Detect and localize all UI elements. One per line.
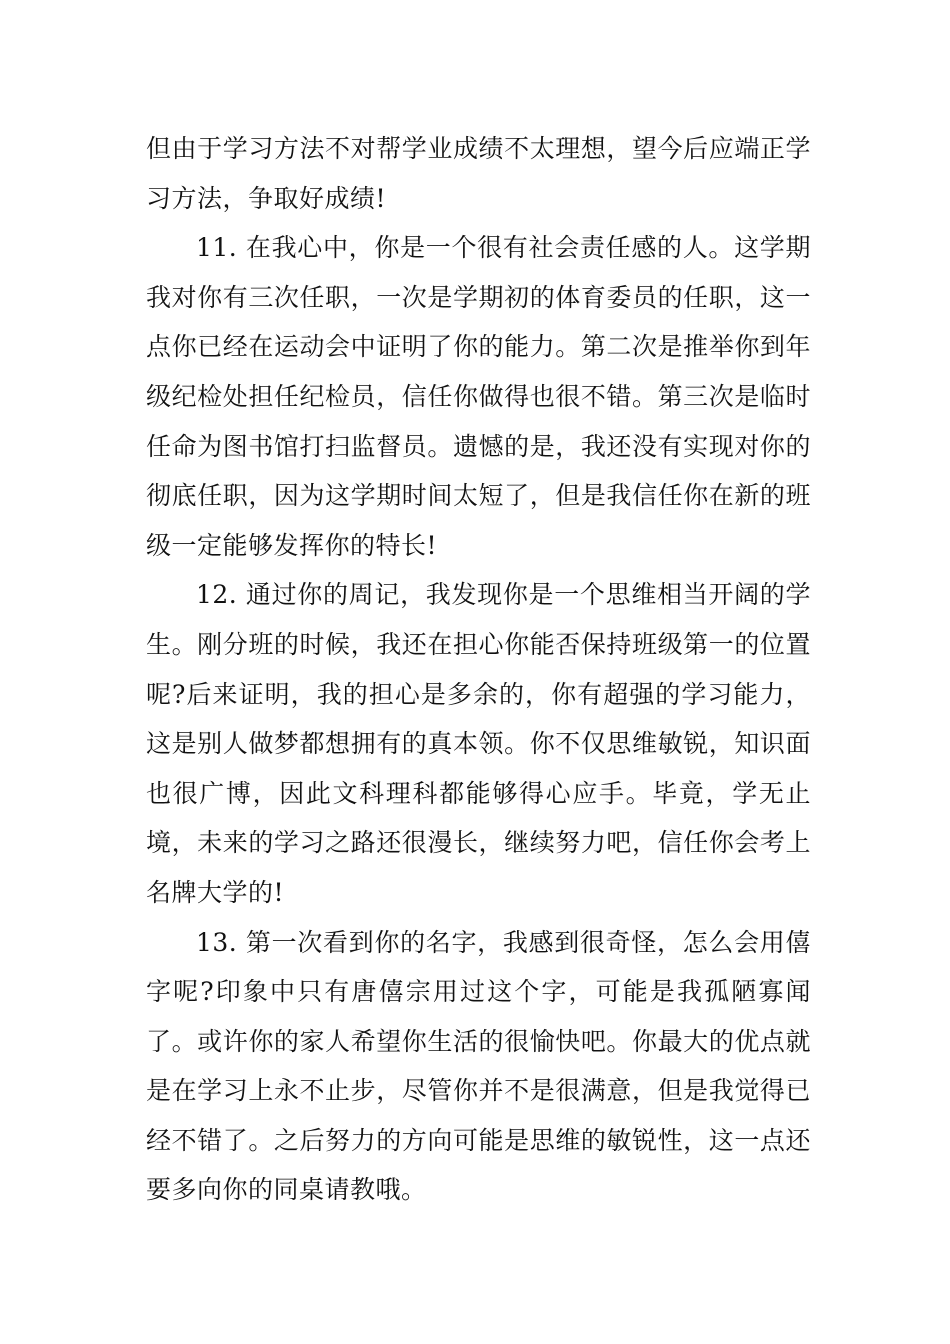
paragraph-item-11: 11. 在我心中，你是一个很有社会责任感的人。这学期我对你有三次任职，一次是学期初的体育委员的任职，这一点你已经在运动会中证明了你的能力。第二次是推举你到年级纪检处担任纪检员，信任你做得也很不错。第三次是临时任命为图书馆打扫监督员。遗憾的是，我还没有实现对你的彻底任职，因为这学期时间太短了，但是我信任你在新的班级一定能够发挥你的特长! (146, 233, 811, 560)
document-body (146, 124, 811, 1215)
paragraph-item-12: 12. 通过你的周记，我发现你是一个思维相当开阔的学生。刚分班的时候，我还在担心你能否保持班级第一的位置呢?后来证明，我的担心是多余的，你有超强的学习能力，这是别人做梦都想拥有的真本领。你不仅思维敏锐，知识面也很广博，因此文科理科都能够得心应手。毕竟，学无止境，未来的学习之路还很漫长，继续努力吧，信任你会考上名牌大学的! (146, 580, 811, 907)
paragraph-item-13: 13. 第一次看到你的名字，我感到很奇怪，怎么会用僖字呢?印象中只有唐僖宗用过这个字，可能是我孤陋寡闻了。或许你的家人希望你生活的很愉快吧。你最大的优点就是在学习上永不止步，尽管你并不是很满意，但是我觉得已经不错了。之后努力的方向可能是思维的敏锐性，这一点还要多向你的同桌请教哦。 (146, 927, 811, 1205)
paragraph-continuation: 但由于学习方法不对帮学业成绩不太理想，望今后应端正学习方法，争取好成绩! (146, 134, 811, 213)
